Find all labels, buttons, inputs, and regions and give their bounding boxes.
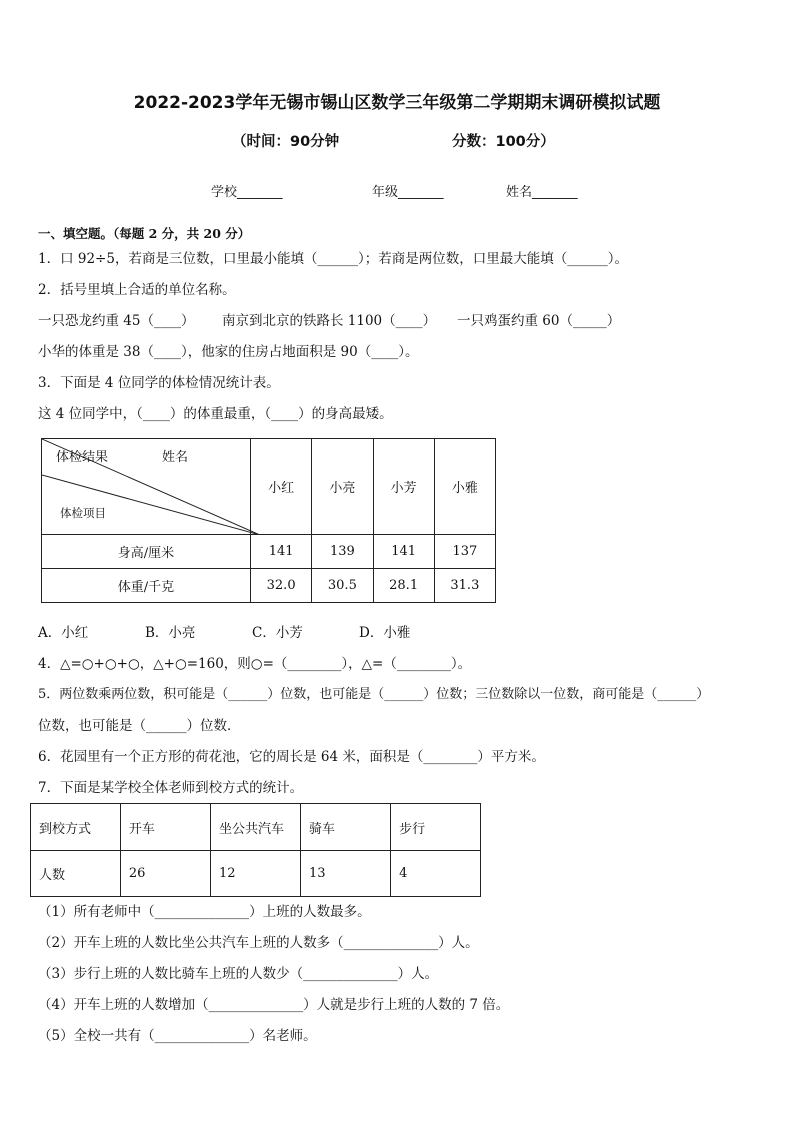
table-cell: 141	[251, 535, 312, 569]
question-5-line-1: 5．两位数乘两位数，积可能是（______）位数，也可能是（______）位数；三位数除以一位数，商可能是（______）	[38, 687, 710, 702]
question-7-2: （2）开车上班的人数比坐公共汽车上班的人数多（______________）人。	[38, 935, 479, 951]
question-2-d: 小华的体重是 38（____），他家的住房占地面积是 90（____）。	[38, 344, 419, 360]
question-4: 4．△=○+○+○，△+○=160，则○=（________），△=（________）。	[38, 656, 472, 672]
corner-top-right: 姓名	[162, 450, 189, 465]
header-cell: 骑车	[301, 804, 391, 851]
table-cell: 13	[301, 851, 391, 897]
option-d: D．小雅	[359, 625, 411, 641]
health-check-table	[41, 438, 496, 603]
question-7-4: （4）开车上班的人数增加（______________）人就是步行上班的人数的 7 倍。	[38, 997, 510, 1013]
option-b: B．小亮	[145, 625, 196, 641]
row-label: 身高/厘米	[42, 535, 251, 569]
header-cell: 坐公共汽车	[210, 804, 300, 851]
name-field: 姓名_______	[506, 185, 578, 200]
question-7-3: （3）步行上班的人数比骑车上班的人数少（______________）人。	[38, 966, 439, 982]
section-heading: 一、填空题。（每题 2 分，共 20 分）	[38, 226, 251, 241]
question-3-sub: 这 4 位同学中，（____）的体重最重，（____）的身高最矮。	[38, 406, 393, 422]
corner-top-left: 体检结果	[56, 450, 109, 465]
table-row	[42, 535, 496, 569]
table-cell: 141	[373, 535, 434, 569]
table-cell: 32.0	[251, 569, 312, 603]
row-label: 体重/千克	[42, 569, 251, 603]
header-cell: 到校方式	[31, 804, 121, 851]
time-label: （时间：90分钟	[232, 134, 340, 150]
name-cell: 小亮	[312, 439, 373, 535]
table-row	[31, 804, 481, 851]
name-cell: 小雅	[434, 439, 495, 535]
table-cell: 4	[391, 851, 481, 897]
page-title: 2022-2023学年无锡市锡山区数学三年级第二学期期末调研模拟试题	[133, 93, 661, 113]
table-cell: 12	[210, 851, 300, 897]
header-cell: 步行	[391, 804, 481, 851]
question-2-a: 一只恐龙约重 45（____）	[38, 313, 195, 329]
table-cell: 26	[120, 851, 210, 897]
option-a: A．小红	[38, 625, 89, 641]
question-2-b: 南京到北京的铁路长 1100（____）	[222, 313, 437, 329]
question-7-5: （5）全校一共有（______________）名老师。	[38, 1028, 317, 1044]
grade-field: 年级_______	[372, 185, 444, 200]
score-label: 分数：100分）	[452, 134, 555, 150]
table-cell: 30.5	[312, 569, 373, 603]
table-cell: 28.1	[373, 569, 434, 603]
table-cell: 人数	[31, 851, 121, 897]
question-3: 3．下面是 4 位同学的体检情况统计表。	[38, 375, 280, 391]
table-cell: 137	[434, 535, 495, 569]
corner-bottom: 体检项目	[60, 506, 106, 520]
table-cell: 139	[312, 535, 373, 569]
question-6: 6．花园里有一个正方形的荷花池，它的周长是 64 米，面积是（________）平方米。	[38, 749, 545, 765]
question-2-c: 一只鸡蛋约重 60（_____）	[457, 313, 621, 329]
header-cell: 开车	[120, 804, 210, 851]
question-5-line-2: 位数，也可能是（______）位数．	[38, 718, 241, 734]
commute-table	[30, 803, 481, 897]
question-2: 2．括号里填上合适的单位名称。	[38, 282, 236, 298]
table-corner-cell	[42, 439, 251, 535]
school-field: 学校_______	[211, 185, 283, 200]
name-cell: 小红	[251, 439, 312, 535]
table-cell: 31.3	[434, 569, 495, 603]
name-cell: 小芳	[373, 439, 434, 535]
question-1: 1．口 92÷5，若商是三位数，口里最小能填（______）；若商是两位数，口里最大能填（______）。	[38, 251, 628, 267]
option-c: C．小芳	[252, 625, 303, 641]
question-7-1: （1）所有老师中（______________）上班的人数最多。	[38, 904, 371, 920]
table-row	[42, 569, 496, 603]
question-7: 7．下面是某学校全体老师到校方式的统计。	[38, 780, 304, 796]
table-row	[31, 851, 481, 897]
